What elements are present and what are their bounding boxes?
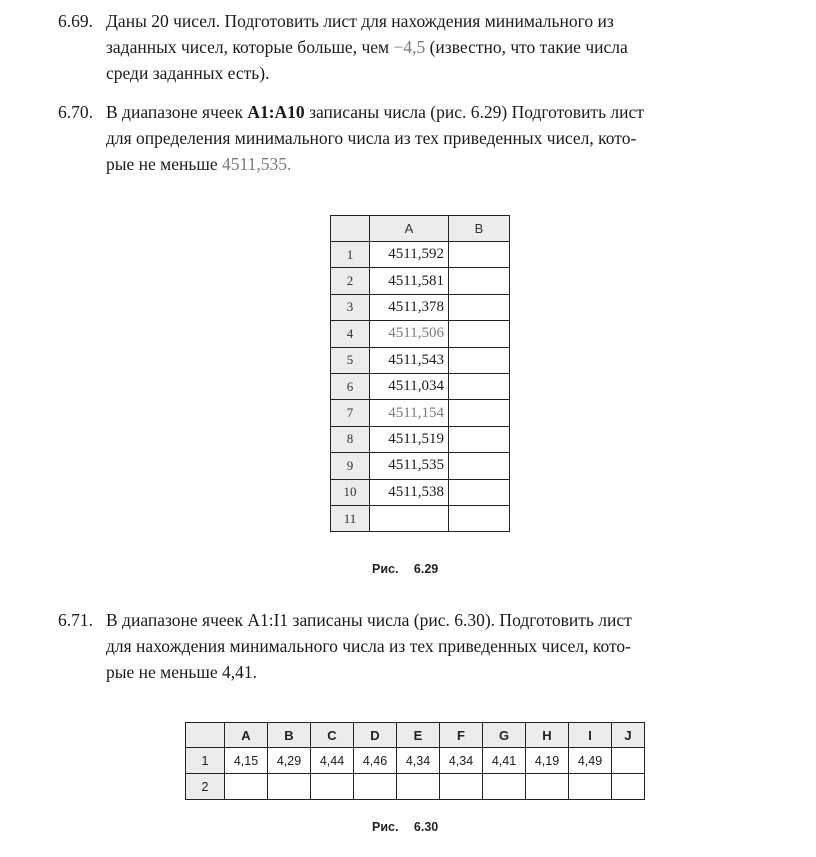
problem-line: рые не меньше 4511,535. (106, 154, 292, 174)
corner-cell (186, 723, 225, 748)
column-header-a: A (370, 216, 449, 242)
cell-b (449, 294, 510, 320)
cell-b (449, 453, 510, 479)
problem-number: 6.71. (58, 610, 93, 630)
cell-b (449, 426, 510, 452)
problem-line: заданных чисел, которые больше, чем −4,5 (известно, что такие числа (106, 37, 628, 57)
cell: 4,44 (311, 748, 354, 774)
table-row (331, 400, 510, 426)
cell (440, 774, 483, 800)
problem-line: В диапазоне ячеек A1:A10 записаны числа (рис. 6.29) Подготовить лист (106, 102, 644, 122)
row-header: 2 (186, 774, 225, 800)
table-row (331, 268, 510, 294)
cell-a: 4511,538 (370, 479, 449, 505)
table-row (331, 426, 510, 452)
column-header: F (440, 723, 483, 748)
row-header: 7 (331, 400, 370, 426)
column-header-b: B (449, 216, 510, 242)
row-header: 4 (331, 321, 370, 347)
cell-a: 4511,154 (370, 400, 449, 426)
problem-line: среди заданных есть). (106, 63, 270, 83)
column-header: I (569, 723, 612, 748)
cell: 4,34 (397, 748, 440, 774)
problem-6-69 (58, 8, 778, 86)
problem-6-70 (58, 99, 778, 177)
cell-range: A1:A10 (247, 102, 305, 122)
cell: 4,34 (440, 748, 483, 774)
problem-number: 6.70. (58, 102, 93, 122)
cell-a: 4511,506 (370, 321, 449, 347)
cell: 4,29 (268, 748, 311, 774)
cell-b (449, 400, 510, 426)
cell-a: 4511,535 (370, 453, 449, 479)
column-header: B (268, 723, 311, 748)
cell-a: 4511,034 (370, 373, 449, 399)
table-row (186, 748, 645, 774)
row-header: 11 (331, 505, 370, 531)
cell-range: A1:I1 (247, 610, 289, 630)
problem-6-71 (58, 607, 778, 685)
problem-line: для нахождения минимального числа из тех приведенных чисел, кото- (106, 636, 632, 656)
column-header: H (526, 723, 569, 748)
table-row (331, 453, 510, 479)
row-header: 5 (331, 347, 370, 373)
row-header: 10 (331, 479, 370, 505)
cell-b (449, 505, 510, 531)
table-row (331, 505, 510, 531)
cell (354, 774, 397, 800)
problem-line: Даны 20 чисел. Подготовить лист для нахождения минимального из (106, 11, 614, 31)
problem-line: В диапазоне ячеек A1:I1 записаны числа (рис. 6.30). Подготовить лист (106, 610, 632, 630)
column-header: G (483, 723, 526, 748)
cell-b (449, 321, 510, 347)
cell (397, 774, 440, 800)
row-header: 6 (331, 373, 370, 399)
column-header: C (311, 723, 354, 748)
cell (526, 774, 569, 800)
cell-b (449, 347, 510, 373)
cell-a: 4511,543 (370, 347, 449, 373)
table-row (331, 242, 510, 268)
spreadsheet-figure-6-29 (330, 215, 510, 532)
column-header: J (612, 723, 645, 748)
cell (225, 774, 268, 800)
cell-b (449, 373, 510, 399)
column-header: D (354, 723, 397, 748)
cell-a: 4511,581 (370, 268, 449, 294)
problem-number: 6.69. (58, 11, 93, 31)
cell: 4,49 (569, 748, 612, 774)
cell (268, 774, 311, 800)
cell-a: 4511,519 (370, 426, 449, 452)
table-row (331, 373, 510, 399)
table-row (186, 774, 645, 800)
cell: 4,46 (354, 748, 397, 774)
column-header: E (397, 723, 440, 748)
cell: 4,41 (483, 748, 526, 774)
cell (612, 748, 645, 774)
figure-caption: Рис. 6.30 (372, 820, 439, 834)
corner-cell (331, 216, 370, 242)
row-header: 8 (331, 426, 370, 452)
cell-b (449, 242, 510, 268)
column-header-row (331, 216, 510, 242)
cell (311, 774, 354, 800)
cell-a (370, 505, 449, 531)
cell: 4,15 (225, 748, 268, 774)
problem-line: для определения минимального числа из тех приведенных чисел, кото- (106, 128, 637, 148)
row-header: 1 (186, 748, 225, 774)
cell (612, 774, 645, 800)
figure-caption: Рис. 6.29 (372, 562, 439, 576)
table-row (331, 294, 510, 320)
problem-line: рые не меньше 4,41. (106, 662, 257, 682)
threshold-value: 4511,535. (221, 154, 292, 174)
row-header: 3 (331, 294, 370, 320)
column-header: A (225, 723, 268, 748)
table-row (331, 321, 510, 347)
cell (483, 774, 526, 800)
row-header: 2 (331, 268, 370, 294)
table-row (331, 479, 510, 505)
cell-a: 4511,378 (370, 294, 449, 320)
spreadsheet-figure-6-30 (185, 722, 645, 800)
cell-a: 4511,592 (370, 242, 449, 268)
column-header-row (186, 723, 645, 748)
row-header: 9 (331, 453, 370, 479)
cell-b (449, 268, 510, 294)
row-header: 1 (331, 242, 370, 268)
cell-b (449, 479, 510, 505)
table-row (331, 347, 510, 373)
cell (569, 774, 612, 800)
cell: 4,19 (526, 748, 569, 774)
threshold-value: −4,5 (393, 37, 426, 57)
